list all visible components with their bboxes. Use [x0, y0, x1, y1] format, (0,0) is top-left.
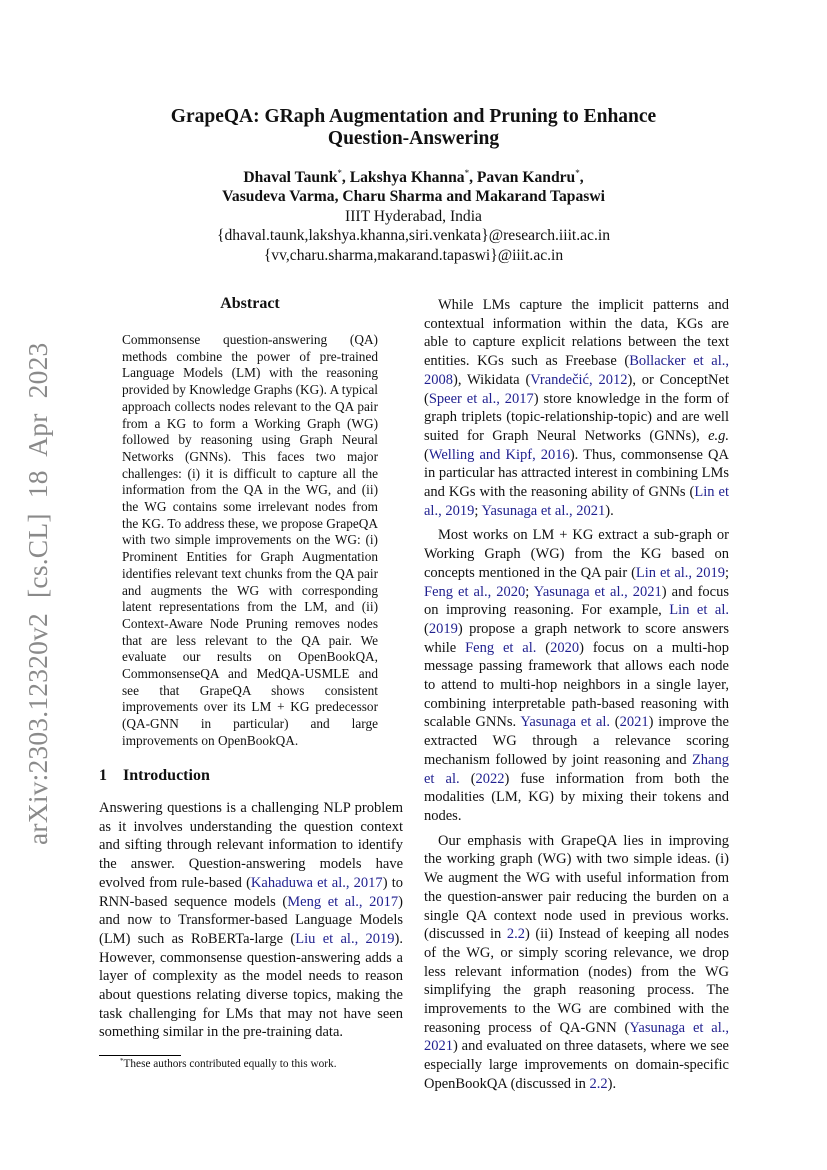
arxiv-identifier-stamp: arXiv:2303.12320v2 [cs.CL] 18 Apr 2023 — [22, 342, 53, 845]
citation-link[interactable]: Feng et al. — [465, 639, 537, 656]
body-text: ). Thus, commonsense QA in particular has attracted interest in combining LMs and KGs with the reasoning ability of GNNs ( — [424, 446, 729, 501]
paragraph — [424, 296, 729, 520]
paper-title — [100, 106, 727, 150]
section-heading-introduction — [99, 767, 210, 785]
footnote-mark: * — [120, 1057, 124, 1065]
abstract-text: Commonsense question-answering (QA) methods combine the power of pre-trained Language Models (LM) with the reasoning provided by Knowledge Graphs (KG). A typical approach collects nodes relevant to the QA pair from a KG to form a Working Graph (WG) followed by reasoning using Graph Neural Networks (GNNs). This faces two major challenges: (i) it is difficult to capture all the information from the QA in the WG, and (ii) the WG contains some irrelevant nodes from the KG. To address these, we propose GrapeQA with two simple improvements on the WG: (i) Prominent Entities for Graph Augmentation identifies relevant text chunks from the QA pair and augments the WG with corresponding latent representations from the LM, and (ii) Context-Aware Node Pruning removes nodes that are less relevant to the QA pair. We evaluate our results on OpenBookQA, CommonsenseQA and MedQA-USMLE and see that GrapeQA shows consistent improvements over its LM + KG predecessor (QA-GNN in particular) and large improvements on OpenBookQA. — [122, 332, 378, 748]
body-text: ( — [610, 714, 620, 731]
body-text: ( — [459, 770, 476, 787]
title-line-2: Question-Answering — [327, 128, 500, 149]
author-block — [100, 168, 727, 265]
body-text: ( — [424, 446, 429, 463]
footnote-text: These authors contributed equally to this work. — [123, 1058, 337, 1070]
body-text: ) focus on a multi-hop message passing framework that allows each node to attend to multi-hop neighbors in a single layer, combining interpretable path-based reasoning with scalable GNNs. — [424, 639, 729, 731]
affiliation: IIIT Hyderabad, India — [345, 207, 482, 225]
citation-link[interactable]: Welling and Kipf, 2016 — [428, 446, 570, 463]
citation-link[interactable]: 2022 — [475, 770, 505, 787]
author-names-line-1 — [100, 168, 727, 187]
citation-link[interactable]: Yasunaga et al., 2021 — [533, 583, 662, 600]
abstract-heading: Abstract — [220, 295, 280, 312]
citation-link[interactable]: 2019 — [428, 620, 458, 637]
body-text: ) (ii) Instead of keeping all nodes of the WG, or simply scoring relevance, we drop less relevant information (nodes) from the WG simplifying the graph reasoning process. The improvements to the WG are combined with the reasoning process of QA-GNN ( — [424, 926, 730, 1036]
citation-link[interactable]: Yasunaga et al. — [520, 714, 611, 731]
body-text: Most works on LM + KG extract a sub-graph or Working Graph (WG) from the KG based on concepts mentioned in the QA pair ( — [424, 527, 729, 581]
citation-link[interactable]: Zhang et al. — [424, 751, 729, 787]
equal-contribution-mark: * — [464, 168, 470, 178]
author-name: Pavan Kandru — [476, 169, 576, 186]
body-text: ) fuse information from both the modalities (LM, KG) by mixing their tokens and nodes. — [424, 770, 729, 824]
author-name: Dhaval Taunk — [243, 169, 338, 186]
body-text: ) improve the extracted WG through a relevance scoring mechanism followed by joint reasoning and — [424, 714, 729, 768]
equal-contribution-mark: * — [575, 168, 580, 178]
email-line-2[interactable]: {vv,charu.sharma,makarand.tapaswi}@iiit.ac.in — [263, 246, 564, 264]
italic-text: e.g. — [708, 427, 729, 444]
footnote — [120, 1058, 337, 1070]
citation-link[interactable]: Lin et al. — [669, 602, 729, 619]
section-title: Introduction — [123, 767, 210, 784]
body-text: ). — [605, 502, 614, 519]
introduction-column-left — [99, 799, 403, 1042]
body-text: While LMs capture the implicit patterns and contextual information within the data, KGs are able to capture explicit relations between the text entities. KGs such as Freebase ( — [424, 297, 729, 370]
section-number: 1 — [99, 767, 107, 784]
citation-link[interactable]: Lin et al., 2019 — [635, 564, 725, 581]
paragraph — [424, 526, 729, 825]
citation-link[interactable]: Yasunaga et al., 2021 — [424, 1019, 730, 1055]
citation-link[interactable]: 2020 — [550, 639, 580, 656]
footnote-divider — [99, 1055, 181, 1056]
separator: , — [579, 169, 584, 186]
separator: , — [341, 169, 350, 186]
body-text: ), or ConceptNet ( — [424, 371, 729, 407]
body-text: Answering questions is a challenging NLP problem as it involves understanding the question context and sifting through relevant information to identify the answer. Question-answering models have evolved from rule-based ( — [99, 800, 403, 891]
citation-link[interactable]: 2021 — [619, 714, 649, 731]
body-text: ) and evaluated on three datasets, where we see especially large improvements on domain-specific OpenBookQA (discussed in — [424, 1038, 729, 1092]
citation-link[interactable]: Kahaduwa et al., 2017 — [250, 874, 383, 891]
citation-link[interactable]: Lin et al., 2019 — [424, 484, 729, 519]
citation-link[interactable]: Bollacker et al., 2008 — [424, 353, 730, 388]
title-line-1: GrapeQA: GRaph Augmentation and Pruning to Enhance — [170, 106, 657, 127]
paragraph — [99, 799, 403, 1042]
author-names-line-2: Vasudeva Varma, Charu Sharma and Makarand Tapaswi — [222, 188, 605, 206]
body-text: ). However, commonsense question-answering adds a layer of complexity as the model needs to reason about questions relating diverse topics, making the task challenging for LMs that may not have seen something similar in the pre-training data. — [99, 930, 403, 1041]
equal-contribution-mark: * — [337, 168, 342, 178]
separator: , — [469, 169, 477, 186]
citation-link[interactable]: Yasunaga et al., 2021 — [481, 502, 606, 519]
citation-link[interactable]: 2.2 — [506, 926, 525, 943]
introduction-column-right — [424, 296, 729, 1094]
citation-link[interactable]: 2.2 — [589, 1075, 608, 1092]
author-name: Lakshya Khanna — [349, 169, 465, 186]
body-text: ; — [724, 564, 729, 581]
body-text: Our emphasis with GrapeQA lies in improving the working graph (WG) with two simple ideas. (i) We augment the WG with useful information from the question-answer pair reducing the burden on a single QA context node used in previous works.(discussed in — [424, 832, 729, 943]
body-text: ), Wikidata ( — [453, 371, 531, 388]
body-text: ( — [424, 620, 429, 637]
citation-link[interactable]: Feng et al., 2020 — [424, 583, 526, 600]
body-text: ; — [474, 502, 482, 519]
body-text: ) to RNN-based sequence models ( — [99, 874, 403, 910]
citation-link[interactable]: Speer et al., 2017 — [428, 390, 534, 407]
paragraph — [424, 832, 729, 1094]
body-text: ; — [525, 583, 534, 600]
body-text: ( — [536, 639, 551, 656]
body-text: ) and focus on improving reasoning. For example, — [424, 583, 730, 619]
body-text: ). — [607, 1075, 617, 1092]
body-text: ) store knowledge in the form of graph triplets (topic-relationship-topic) and are well suited for Graph Neural Networks (GNNs), — [424, 390, 729, 444]
citation-link[interactable]: Liu et al., 2019 — [295, 930, 395, 947]
citation-link[interactable]: Meng et al., 2017 — [287, 893, 399, 910]
body-text: ) propose a graph network to score answers while — [424, 620, 729, 656]
body-text: ) and now to Transformer-based Language Models (LM) such as RoBERTa-large ( — [99, 893, 403, 947]
citation-link[interactable]: Vrandečić, 2012 — [530, 371, 628, 388]
email-line-1[interactable]: {dhaval.taunk,lakshya.khanna,siri.venkata}@research.iiit.ac.in — [216, 227, 611, 245]
